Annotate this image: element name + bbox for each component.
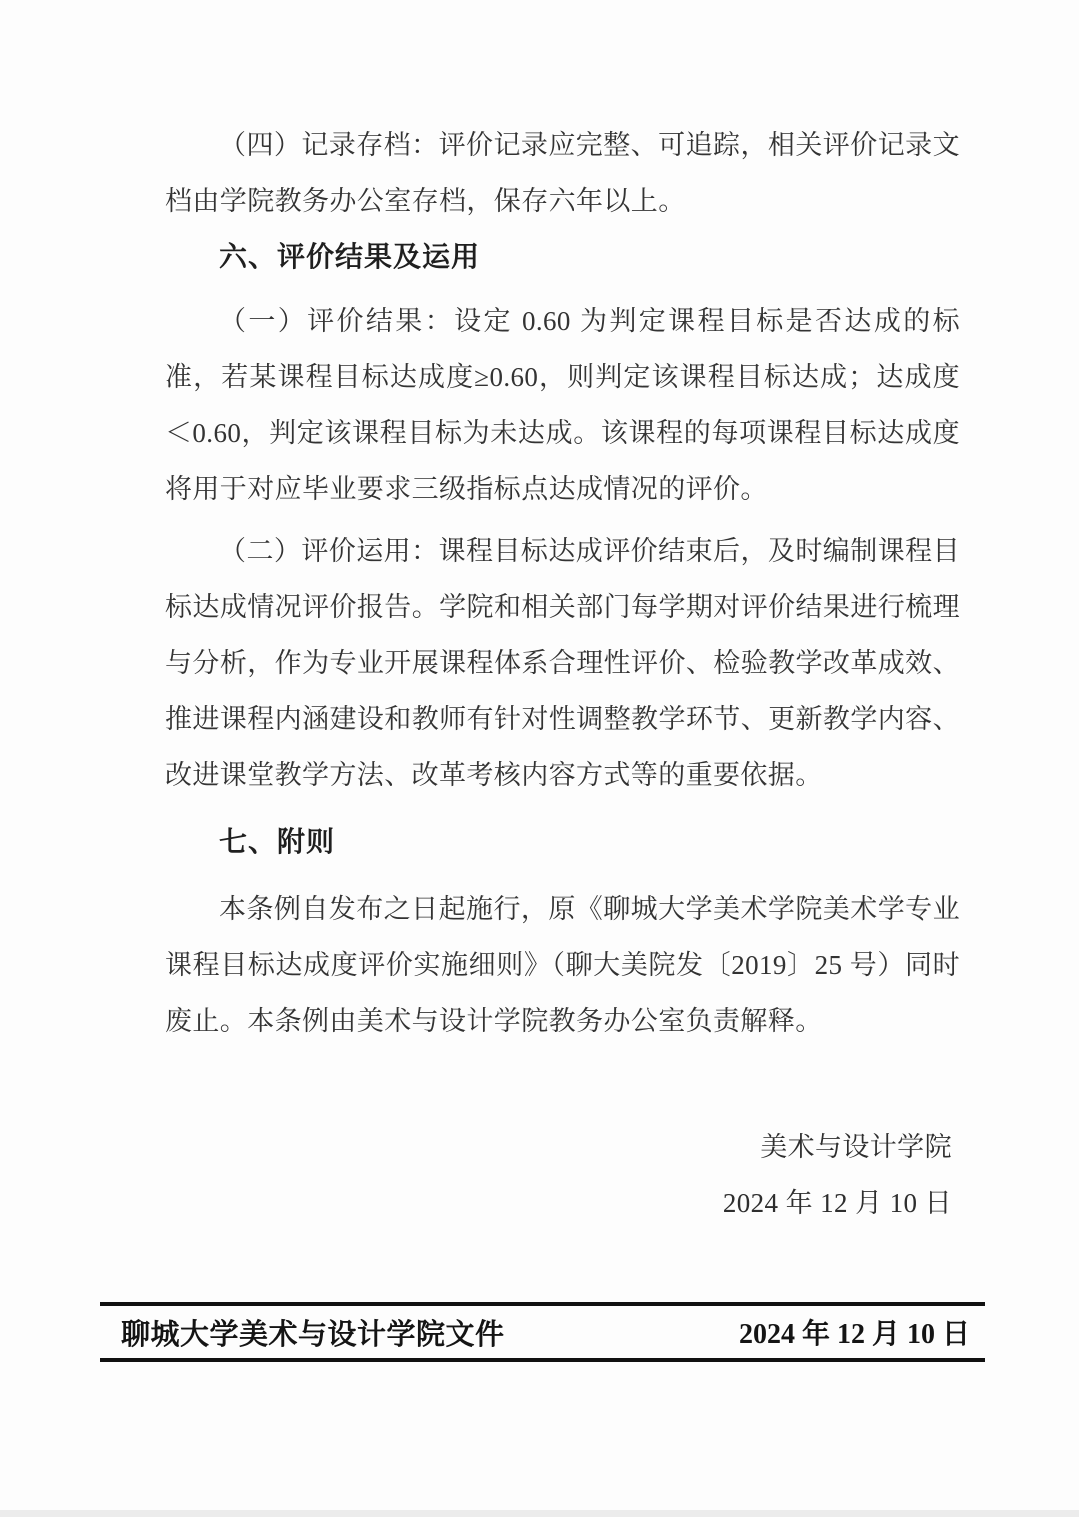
footer-bar [100, 1302, 985, 1362]
signature-block [165, 1119, 960, 1231]
paragraph-eval-result: （一）评价结果：设定 0.60 为判定课程目标是否达成的标准，若某课程目标达成度≥0.60，则判定该课程目标达成；达成度＜0.60，判定该课程目标为未达成。该课程的每项课程目标达成度将用于对应毕业要求三级指标点达成情况的评价。 [165, 306, 960, 504]
footer-title: 聊城大学美术与设计学院文件 [121, 1318, 505, 1351]
paragraph-appendix: 本条例自发布之日起施行，原《聊城大学美术学院美术学专业课程目标达成度评价实施细则》（聊大美院发〔2019〕25 号）同时废止。本条例由美术与设计学院教务办公室负责解释。 [165, 894, 960, 1036]
footer-date: 2024 年 12 月 10 日 [738, 1319, 970, 1350]
paragraph-record-archive: （四）记录存档：评价记录应完整、可追踪，相关评价记录文档由学院教务办公室存档，保存六年以上。 [165, 130, 960, 216]
paragraph-eval-use: （二）评价运用：课程目标达成评价结束后，及时编制课程目标达成情况评价报告。学院和相关部门每学期对评价结果进行梳理与分析，作为专业开展课程体系合理性评价、检验教学改革成效、推进课程内涵建设和教师有针对性调整教学环节、更新教学内容、改进课堂教学方法、改革考核内容方式等的重要依据。 [165, 536, 960, 790]
section-heading-seven: 七、附则 [219, 826, 336, 857]
page-edge-shadow [0, 1510, 1079, 1517]
document-body [165, 0, 960, 1231]
section-heading-six: 六、评价结果及运用 [219, 241, 481, 272]
signature-date: 2024 年 12 月 10 日 [722, 1188, 952, 1218]
signature-unit: 美术与设计学院 [760, 1132, 952, 1162]
